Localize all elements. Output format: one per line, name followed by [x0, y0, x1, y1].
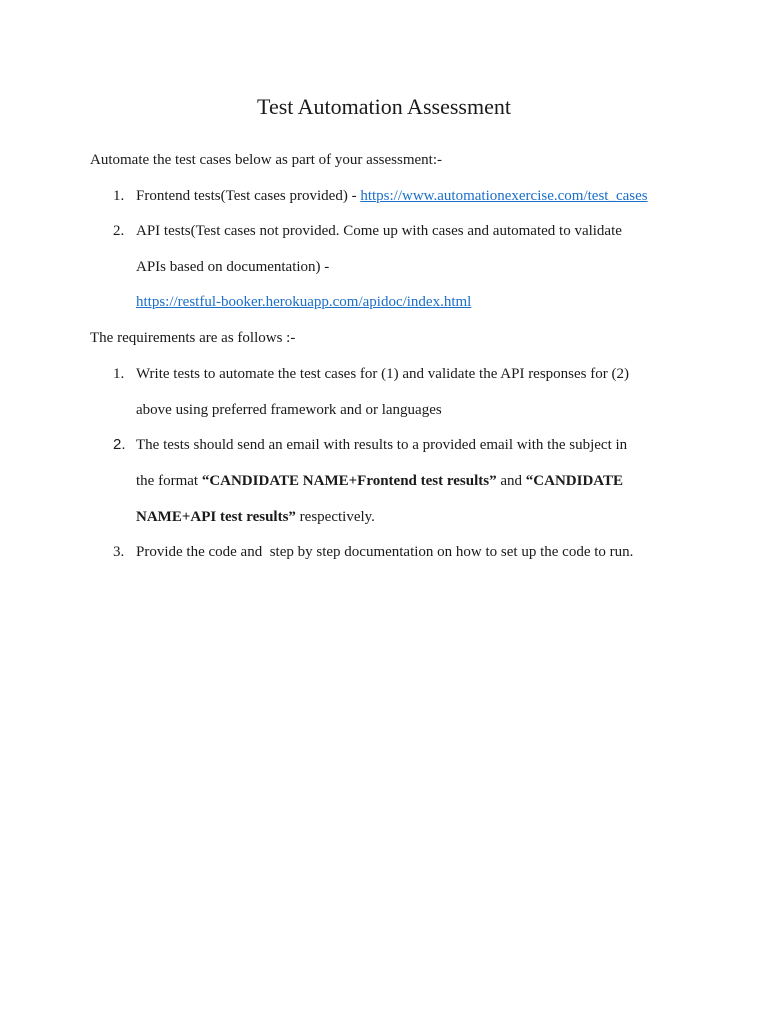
restful-booker-link[interactable]: https://restful-booker.herokuapp.com/apidoc/index.html: [136, 294, 472, 310]
task-2-number: 2.: [113, 223, 125, 239]
requirement-3-text: Provide the code and step by step documentation on how to set up the code to run.: [136, 544, 634, 560]
requirement-2-line-2: [136, 471, 623, 491]
task-1-item: [136, 186, 648, 206]
intro-paragraph: Automate the test cases below as part of your assessment:-: [90, 152, 442, 168]
task-1-number: 1.: [113, 188, 125, 204]
requirement-2-number: 2.: [113, 436, 126, 453]
requirement-3-number: 3.: [113, 544, 125, 560]
requirement-1-line-2: above using preferred framework and or languages: [136, 402, 442, 418]
task-2-line-1: API tests(Test cases not provided. Come up with cases and automated to validate: [136, 223, 622, 239]
api-subject-format-start: “CANDIDATE: [525, 473, 624, 489]
automationexercise-link[interactable]: https://www.automationexercise.com/test_cases: [360, 188, 648, 204]
task-2-link-line: [136, 292, 471, 312]
requirement-2-suffix: respectively.: [295, 509, 375, 525]
requirement-1-line-1: Write tests to automate the test cases for (1) and validate the API responses for (2): [136, 366, 629, 382]
requirement-2-line-3: [136, 507, 375, 527]
task-2-line-2: APIs based on documentation) -: [136, 259, 330, 275]
requirements-heading: The requirements are as follows :-: [90, 330, 296, 346]
api-subject-format-end: NAME+API test results”: [136, 509, 296, 525]
requirement-1-number: 1.: [113, 366, 125, 382]
requirement-2-prefix: the format: [136, 473, 202, 489]
frontend-subject-format: “CANDIDATE NAME+Frontend test results”: [201, 473, 497, 489]
task-1-text: Frontend tests(Test cases provided) -: [136, 188, 361, 204]
document-title: Test Automation Assessment: [257, 94, 511, 119]
requirement-2-and: and: [496, 473, 526, 489]
requirement-2-line-1: The tests should send an email with results to a provided email with the subject in: [136, 437, 628, 453]
